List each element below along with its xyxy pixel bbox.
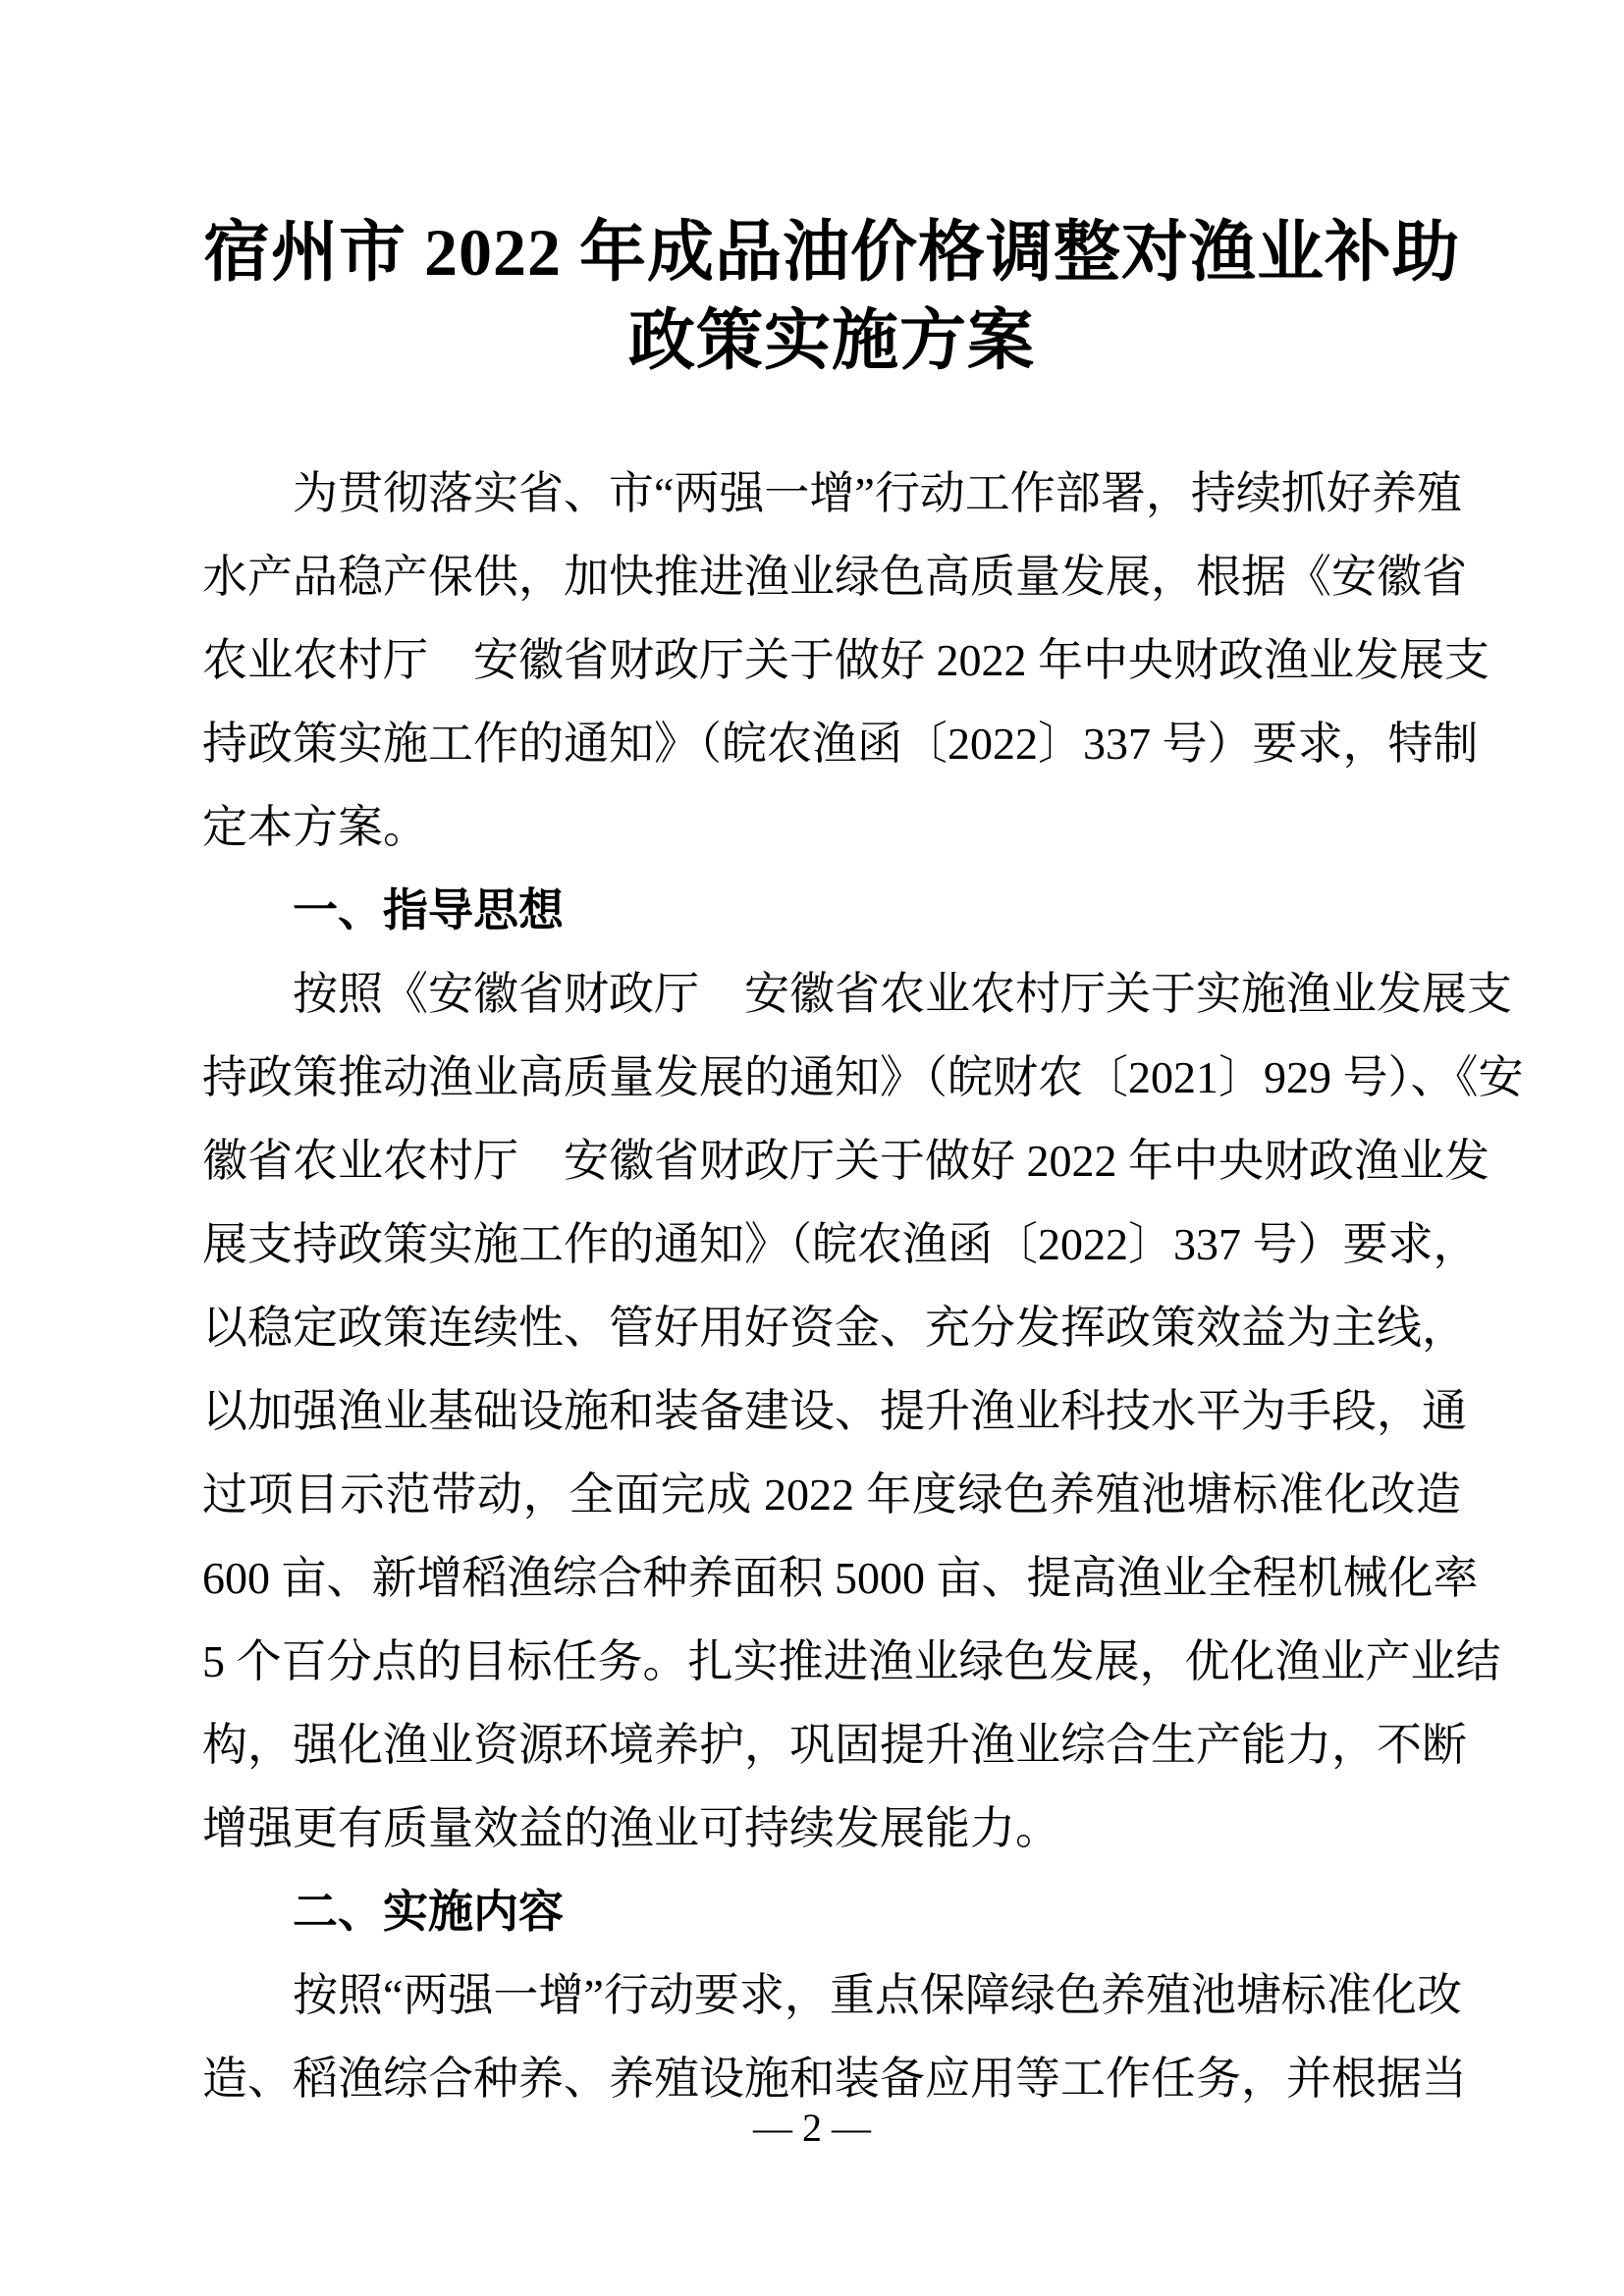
body-line: 造、稻渔综合种养、养殖设施和装备应用等工作任务，并根据当 bbox=[202, 2054, 1467, 2104]
page-number: — 2 — bbox=[753, 2106, 871, 2150]
body-line: 过项目示范带动，全面完成 2022 年度绿色养殖池塘标准化改造 bbox=[202, 1469, 1461, 1520]
body-line: 展支持政策实施工作的通知》（皖农渔函〔2022〕337 号）要求， bbox=[202, 1219, 1479, 1269]
document-title bbox=[202, 208, 1461, 385]
body-line: 按照《安徽省财政厅 安徽省农业农村厅关于实施渔业发展支 bbox=[293, 969, 1512, 1019]
document-title-line-2: 政策实施方案 bbox=[627, 303, 1035, 378]
document-body bbox=[202, 452, 1524, 2120]
body-line: 以加强渔业基础设施和装备建设、提升渔业科技水平为手段，通 bbox=[202, 1386, 1467, 1436]
body-line: 持政策推动渔业高质量发展的通知》（皖财农〔2021〕929 号）、《安 bbox=[202, 1052, 1524, 1102]
body-line: 600 亩、新增稻渔综合种养面积 5000 亩、提高渔业全程机械化率 bbox=[202, 1553, 1479, 1603]
body-line: 徽省农业农村厅 安徽省财政厅关于做好 2022 年中央财政渔业发 bbox=[202, 1136, 1489, 1186]
section-heading-1: 一、指导思想 bbox=[293, 884, 564, 935]
body-line: 持政策实施工作的通知》（皖农渔函〔2022〕337 号）要求，特制 bbox=[202, 719, 1479, 769]
body-line: 以稳定政策连续性、管好用好资金、充分发挥政策效益为主线， bbox=[202, 1303, 1467, 1353]
body-line: 定本方案。 bbox=[202, 802, 428, 852]
body-line: 为贯彻落实省、市“两强一增”行动工作部署，持续抓好养殖 bbox=[293, 468, 1462, 518]
body-line: 增强更有质量效益的渔业可持续发展能力。 bbox=[202, 1803, 1060, 1853]
body-line: 构，强化渔业资源环境养护，巩固提升渔业综合生产能力，不断 bbox=[202, 1720, 1467, 1770]
body-line: 按照“两强一增”行动要求，重点保障绿色养殖池塘标准化改 bbox=[293, 1970, 1462, 2020]
document-title-line-1: 宿州市 2022 年成品油价格调整对渔业补助 bbox=[202, 215, 1460, 290]
body-line: 农业农村厅 安徽省财政厅关于做好 2022 年中央财政渔业发展支 bbox=[202, 635, 1489, 685]
section-heading-2: 二、实施内容 bbox=[293, 1886, 564, 1937]
body-line: 水产品稳产保供，加快推进渔业绿色高质量发展，根据《安徽省 bbox=[202, 552, 1467, 602]
body-line: 5 个百分点的目标任务。扎实推进渔业绿色发展，优化渔业产业结 bbox=[202, 1636, 1501, 1686]
